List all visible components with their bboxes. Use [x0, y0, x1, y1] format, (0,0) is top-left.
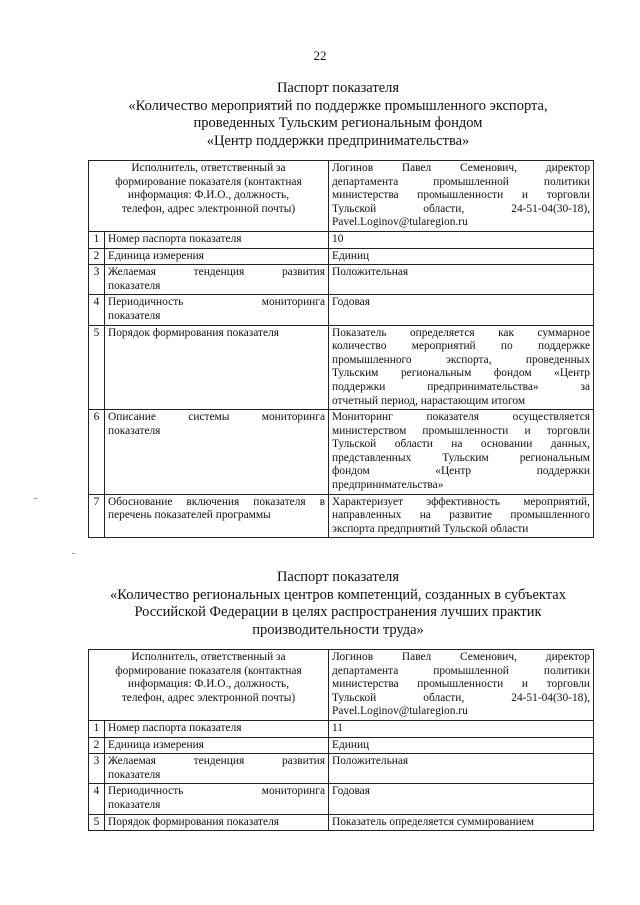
- table-row: [89, 410, 594, 495]
- table-row: [89, 784, 594, 814]
- cell-text-line: департамента промышленной политики: [332, 175, 591, 188]
- page-number: 22: [313, 48, 327, 63]
- row-value-cell: [329, 754, 594, 784]
- row-value-cell: [329, 248, 594, 265]
- table-row: [89, 325, 594, 410]
- row-name-cell: [105, 231, 329, 248]
- row-number: 4: [89, 295, 105, 325]
- cell-text-line: представленных Тульским региональным: [332, 451, 591, 464]
- heading-line: Российской Федерации в целях распространения лучших практик: [134, 604, 542, 620]
- row-value-cell: [329, 295, 594, 325]
- row-number: 1: [89, 231, 105, 248]
- table-row: [89, 295, 594, 325]
- table-row: [89, 231, 594, 248]
- cell-text-line: формирование показателя (контактная: [115, 175, 302, 188]
- cell-text-line: информация: Ф.И.О., должность,: [127, 678, 290, 691]
- executor-value-cell: [329, 161, 594, 232]
- executor-row: [89, 161, 594, 232]
- row-value-cell: [329, 737, 594, 754]
- cell-text-line: показателя: [108, 768, 161, 781]
- cell-text-line: промышленного экспорта, проведенных: [332, 353, 591, 366]
- heading-line: проведенных Тульским региональным фондом: [193, 115, 483, 131]
- cell-text-line: Порядок формирования показателя: [108, 326, 280, 339]
- cell-text-line: отчетный период, нарастающим итогом: [332, 394, 526, 407]
- cell-text-line: министерства промышленности и торговли: [332, 189, 591, 202]
- cell-text-line: телефон, адрес электронной почты): [121, 691, 296, 704]
- cell-text-line: Логинов Павел Семенович, директор: [332, 651, 591, 663]
- row-number: 2: [89, 737, 105, 754]
- cell-text-line: Pavel.Loginov@tularegion.ru: [332, 705, 468, 718]
- cell-text-line: формирование показателя (контактная: [115, 664, 302, 677]
- row-number: 3: [89, 754, 105, 784]
- cell-text-line: Тульской области, 24-51-04(30-18),: [332, 202, 591, 215]
- table-row: [89, 248, 594, 265]
- row-name-cell: [105, 754, 329, 784]
- table-row: [89, 814, 594, 831]
- heading-line: Паспорт показателя: [276, 80, 400, 96]
- cell-text-line: Номер паспорта показателя: [108, 721, 242, 734]
- cell-text-line: перечень показателей программы: [108, 509, 271, 522]
- cell-text-line: экспорта предприятий Тульской области: [332, 522, 529, 535]
- cell-text-line: Показатель определяется как суммарное: [332, 326, 591, 339]
- table-row: [89, 494, 594, 538]
- executor-value-cell: [329, 650, 594, 721]
- cell-text-line: Годовая: [332, 785, 370, 798]
- cell-text-line: телефон, адрес электронной почты): [121, 202, 296, 215]
- row-value-cell: [329, 265, 594, 295]
- table-row: [89, 265, 594, 295]
- executor-label-cell: [89, 650, 329, 721]
- cell-text-line: предпринимательства»: [332, 479, 444, 492]
- cell-text-line: информация: Ф.И.О., должность,: [127, 189, 290, 202]
- cell-text-line: Положительная: [332, 266, 409, 279]
- row-name-cell: [105, 410, 329, 495]
- row-name-cell: [105, 784, 329, 814]
- row-number: 1: [89, 720, 105, 737]
- cell-text-line: Показатель определяется суммированием: [332, 815, 534, 828]
- row-value-cell: [329, 410, 594, 495]
- cell-text-line: министерства промышленности и торговли: [332, 678, 591, 691]
- cell-text-line: департамента промышленной политики: [332, 664, 591, 677]
- cell-text-line: Положительная: [332, 755, 409, 768]
- row-name-cell: [105, 248, 329, 265]
- row-name-cell: [105, 720, 329, 737]
- cell-text-line: поддержки предпринимательства» за: [332, 380, 591, 393]
- executor-label-cell: [89, 161, 329, 232]
- row-number: 4: [89, 784, 105, 814]
- row-name-cell: [105, 265, 329, 295]
- passport-2-table: [88, 649, 594, 831]
- heading-line: Паспорт показателя: [276, 569, 400, 585]
- cell-text-line: Исполнитель, ответственный за: [131, 162, 286, 174]
- cell-text-line: Описание системы мониторинга: [108, 411, 326, 424]
- scan-mark: [34, 498, 37, 499]
- cell-text-line: Pavel.Loginov@tularegion.ru: [332, 216, 468, 229]
- cell-text-line: Единиц: [332, 249, 370, 262]
- row-name-cell: [105, 295, 329, 325]
- cell-text-line: направленных на развитие промышленного: [332, 509, 591, 522]
- cell-text-line: Тульской области, 24-51-04(30-18),: [332, 691, 591, 704]
- cell-text-line: Годовая: [332, 296, 370, 309]
- cell-text-line: Тульским региональным фондом «Центр: [332, 367, 591, 380]
- cell-text-line: Единица измерения: [108, 249, 204, 262]
- row-name-cell: [105, 814, 329, 831]
- heading-line: «Количество региональных центров компетенций, созданных в субъектах: [110, 586, 566, 603]
- row-value-cell: [329, 720, 594, 737]
- table-row: [89, 737, 594, 754]
- cell-text-line: министерством промышленности и торговли: [332, 424, 591, 437]
- cell-text-line: Характеризует эффективность мероприятий,: [332, 495, 591, 508]
- heading-line: «Центр поддержки предпринимательства»: [206, 132, 470, 149]
- scan-mark: [72, 553, 75, 554]
- row-number: 5: [89, 814, 105, 831]
- cell-text-line: Единица измерения: [108, 738, 204, 751]
- row-name-cell: [105, 325, 329, 410]
- heading-line: производительности труда»: [252, 621, 424, 638]
- cell-text-line: Периодичность мониторинга: [108, 785, 326, 798]
- row-value-cell: [329, 784, 594, 814]
- passport-1-table: [88, 160, 594, 538]
- row-name-cell: [105, 737, 329, 754]
- cell-text-line: Единиц: [332, 738, 370, 751]
- cell-text-line: Логинов Павел Семенович, директор: [332, 162, 591, 174]
- row-value-cell: [329, 494, 594, 538]
- cell-text-line: Мониторинг показателя осуществляется: [332, 411, 591, 424]
- row-number: 6: [89, 410, 105, 495]
- cell-text-line: количество мероприятий по поддержке: [332, 340, 591, 353]
- cell-text-line: Порядок формирования показателя: [108, 815, 280, 828]
- cell-text-line: Желаемая тенденция развития: [108, 266, 326, 279]
- row-value-cell: [329, 231, 594, 248]
- cell-text-line: Обоснование включения показателя в: [108, 495, 326, 508]
- row-value-cell: [329, 814, 594, 831]
- cell-text-line: Периодичность мониторинга: [108, 296, 326, 309]
- cell-text-line: 11: [332, 721, 343, 734]
- row-number: 5: [89, 325, 105, 410]
- cell-text-line: показателя: [108, 279, 161, 292]
- executor-row: [89, 650, 594, 721]
- cell-text-line: показателя: [108, 309, 161, 322]
- cell-text-line: Исполнитель, ответственный за: [131, 651, 286, 663]
- passport-2-heading: [60, 569, 616, 639]
- cell-text-line: Тульской области на основании данных,: [332, 438, 591, 451]
- cell-text-line: показателя: [108, 798, 161, 811]
- cell-text-line: Желаемая тенденция развития: [108, 755, 326, 768]
- cell-text-line: 10: [332, 232, 344, 245]
- row-value-cell: [329, 325, 594, 410]
- row-number: 7: [89, 494, 105, 538]
- row-number: 2: [89, 248, 105, 265]
- row-name-cell: [105, 494, 329, 538]
- row-number: 3: [89, 265, 105, 295]
- heading-line: «Количество мероприятий по поддержке промышленного экспорта,: [128, 97, 548, 114]
- cell-text-line: Номер паспорта показателя: [108, 232, 242, 245]
- cell-text-line: фондом «Центр поддержки: [332, 465, 591, 478]
- cell-text-line: показателя: [108, 424, 161, 437]
- table-row: [89, 754, 594, 784]
- table-row: [89, 720, 594, 737]
- passport-1-heading: [60, 80, 616, 150]
